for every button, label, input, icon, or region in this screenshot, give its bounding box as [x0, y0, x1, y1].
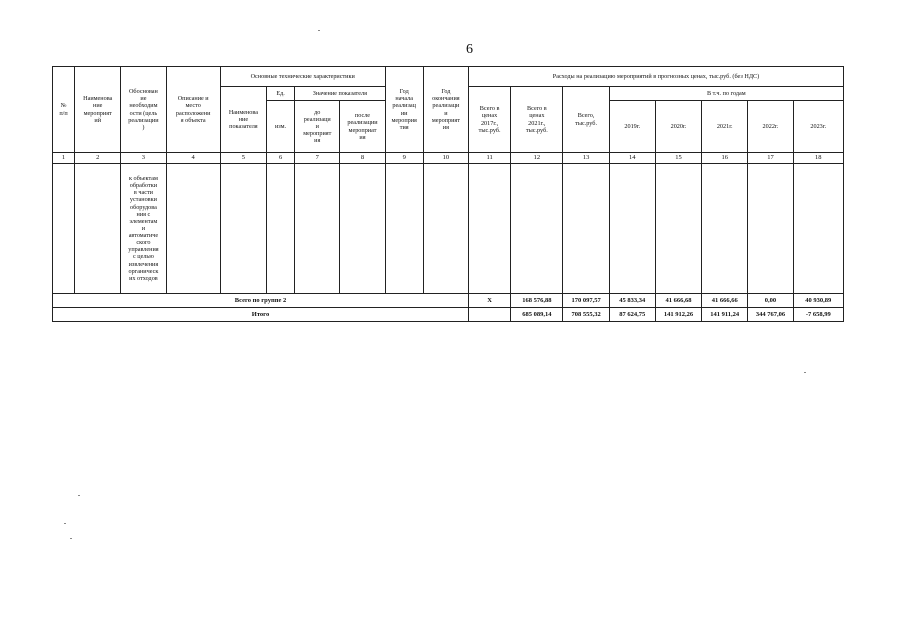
- header-by-years: В т.ч. по годам: [609, 87, 843, 101]
- grand-total-value: 141 911,24: [702, 308, 748, 322]
- header-before: до реализаци и мероприят ия: [295, 101, 340, 153]
- group-total-value: 40 930,89: [793, 294, 843, 308]
- column-number: 18: [793, 153, 843, 164]
- column-number: 6: [267, 153, 295, 164]
- column-number: 5: [220, 153, 266, 164]
- grand-total-value: 87 624,75: [609, 308, 655, 322]
- column-number: 7: [295, 153, 340, 164]
- column-number: 14: [609, 153, 655, 164]
- column-number: 9: [385, 153, 423, 164]
- grand-total-label: Итого: [53, 308, 469, 322]
- group-total-value: 168 576,88: [511, 294, 563, 308]
- page-number: 6: [466, 42, 473, 57]
- column-number: 2: [75, 153, 121, 164]
- group-total-value: 0,00: [748, 294, 793, 308]
- table-row: [53, 164, 844, 294]
- header-n: № п/п: [53, 67, 75, 153]
- group-total-row: [53, 294, 844, 308]
- group-total-value: 170 097,57: [563, 294, 609, 308]
- scan-speck: [804, 372, 806, 373]
- header-unit-bottom: изм.: [267, 101, 295, 153]
- header-total: Всего, тыс.руб.: [563, 87, 609, 153]
- grand-total-value: 344 767,06: [748, 308, 793, 322]
- grand-total-value: 708 555,32: [563, 308, 609, 322]
- header-start-year: Год начала реализац ии мероприя тия: [385, 67, 423, 153]
- column-number: 15: [655, 153, 701, 164]
- group-total-marker: Х: [469, 294, 511, 308]
- header-year: 2023г.: [793, 101, 843, 153]
- grand-total-value: -7 658,99: [793, 308, 843, 322]
- group-total-label: Всего по группе 2: [53, 294, 469, 308]
- header-total-2017: Всего в ценах 2017г., тыс.руб.: [469, 87, 511, 153]
- column-number: 12: [511, 153, 563, 164]
- grand-total-row: [53, 308, 844, 322]
- scan-speck: [64, 523, 66, 524]
- expenses-table: [52, 66, 844, 322]
- column-number: 1: [53, 153, 75, 164]
- column-number: 13: [563, 153, 609, 164]
- group-total-value: 41 666,66: [702, 294, 748, 308]
- header-year: 2022г.: [748, 101, 793, 153]
- header-indicator-name: Наименова ние показателя: [220, 87, 266, 153]
- column-number: 16: [702, 153, 748, 164]
- scan-speck: [70, 538, 72, 539]
- header-expenses: Расходы на реализацию мероприятий в прогнозных ценах, тыс.руб. (без НДС): [469, 67, 844, 87]
- column-number: 3: [121, 153, 166, 164]
- scan-speck: [78, 495, 80, 496]
- header-justification: Обоснован ие необходим ости (цель реализации ): [121, 67, 166, 153]
- header-unit-top: Ед.: [267, 87, 295, 101]
- header-year: 2021г.: [702, 101, 748, 153]
- scan-speck: [318, 30, 320, 31]
- column-number: 17: [748, 153, 793, 164]
- column-number: 4: [166, 153, 220, 164]
- header-name: Наименова ние мероприят ий: [75, 67, 121, 153]
- header-description: Описание и место расположени я объекта: [166, 67, 220, 153]
- header-end-year: Год окончания реализаци и мероприят ия: [423, 67, 468, 153]
- column-numbers-row: [53, 153, 844, 164]
- header-year: 2019г.: [609, 101, 655, 153]
- header-tech: Основные технические характеристики: [220, 67, 385, 87]
- group-total-value: 45 833,34: [609, 294, 655, 308]
- header-value: Значение показателя: [295, 87, 385, 101]
- row-justification-text: к объектам обработки в части установки оборудова ния с элементам и автоматиче ского управления с целью извлечения органическ их отходов: [121, 164, 166, 294]
- grand-total-value: 685 089,14: [511, 308, 563, 322]
- grand-total-value: 141 912,26: [655, 308, 701, 322]
- header-after: после реализации мероприат ия: [340, 101, 385, 153]
- column-number: 11: [469, 153, 511, 164]
- group-total-value: 41 666,68: [655, 294, 701, 308]
- header-total-2021: Всего в ценах 2021г., тыс.руб.: [511, 87, 563, 153]
- header-year: 2020г.: [655, 101, 701, 153]
- column-number: 10: [423, 153, 468, 164]
- column-number: 8: [340, 153, 385, 164]
